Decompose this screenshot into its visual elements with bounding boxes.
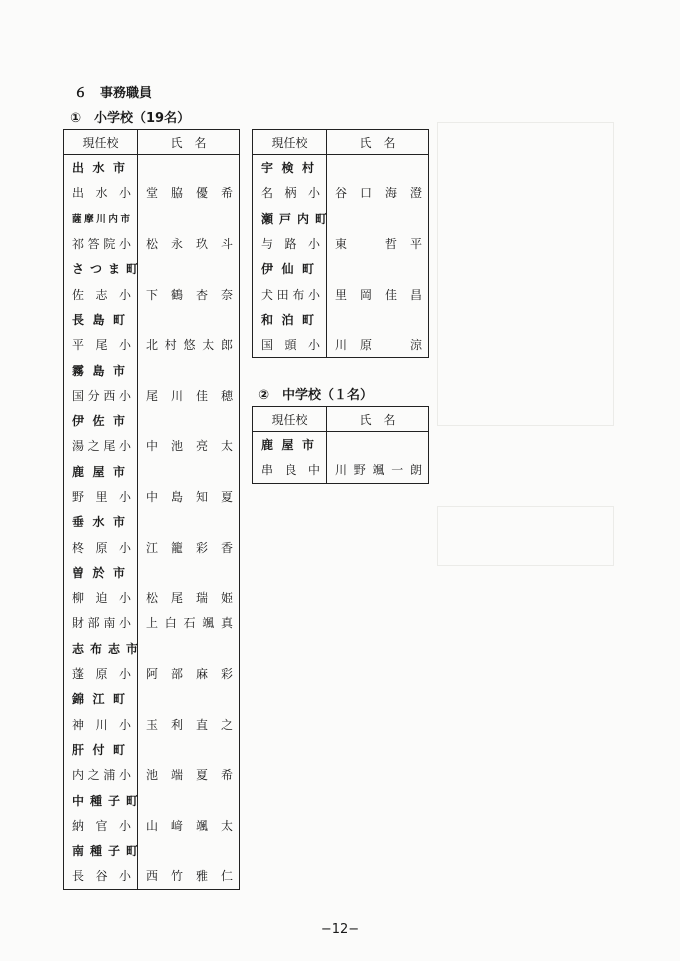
municipality-label: 霧島市 [64, 357, 138, 382]
empty-cell [138, 206, 240, 231]
empty-cell [138, 509, 240, 534]
municipality-row [253, 155, 429, 181]
table-row [64, 231, 240, 256]
column-header-name: 氏 名 [327, 407, 429, 432]
table-row [64, 863, 240, 889]
empty-cell [138, 636, 240, 661]
table-row [64, 383, 240, 408]
municipality-label: 南種子町 [64, 838, 138, 863]
name-cell: 松永玖斗 [146, 237, 233, 252]
municipality-row [253, 256, 429, 281]
name-cell: 尾川佳穂 [146, 388, 233, 403]
column-header-school: 現任校 [253, 130, 327, 155]
empty-cell [327, 155, 429, 181]
name-cell: 谷口海澄 [335, 186, 422, 201]
school-cell: 柳迫小 [64, 585, 138, 610]
table-row [64, 180, 240, 205]
municipality-row [64, 357, 240, 382]
municipality-row [253, 206, 429, 231]
municipality-label: 伊佐市 [64, 408, 138, 433]
table-row [64, 661, 240, 686]
empty-cell [327, 307, 429, 332]
empty-cell [138, 256, 240, 281]
municipality-row [64, 206, 240, 231]
school-cell: 出水小 [64, 180, 138, 205]
school-cell: 与路小 [253, 231, 327, 256]
elementary-heading: ① 小学校（19名） [70, 111, 191, 126]
municipality-label: 出水市 [64, 155, 138, 181]
empty-cell [138, 686, 240, 711]
municipality-row [64, 307, 240, 332]
name-cell: 下鶴杏奈 [146, 287, 233, 302]
municipality-row [64, 636, 240, 661]
municipality-row [64, 787, 240, 812]
table-row [64, 484, 240, 509]
municipality-label: 曽於市 [64, 560, 138, 585]
school-cell: 柊原小 [64, 534, 138, 559]
school-cell: 納官小 [64, 813, 138, 838]
municipality-row [64, 686, 240, 711]
school-cell: 串良中 [253, 457, 327, 483]
name-cell: 玉利直之 [146, 717, 233, 732]
table-row [253, 281, 429, 306]
school-cell: 祁答院小 [64, 231, 138, 256]
table-header-row [253, 407, 429, 432]
municipality-label: 瀬戸内町 [253, 206, 327, 231]
municipality-label: 長島町 [64, 307, 138, 332]
table-row [64, 281, 240, 306]
name-cell: 川原 涼 [335, 338, 422, 353]
municipality-label: 鹿屋市 [253, 432, 327, 458]
table-row [64, 433, 240, 458]
municipality-row [64, 459, 240, 484]
name-cell: 松尾瑞姫 [146, 591, 233, 606]
municipality-row [64, 256, 240, 281]
empty-cell [138, 737, 240, 762]
municipality-label: 伊仙町 [253, 256, 327, 281]
municipality-row [64, 560, 240, 585]
table-row [253, 457, 429, 483]
empty-cell [138, 787, 240, 812]
school-cell: 蓬原小 [64, 661, 138, 686]
school-cell: 名柄小 [253, 180, 327, 205]
table-row [64, 332, 240, 357]
junior-high-roster [252, 406, 429, 484]
name-cell: 東 哲平 [335, 237, 422, 252]
municipality-row [64, 408, 240, 433]
name-cell: 中島知夏 [146, 490, 233, 504]
table-header-row [64, 130, 240, 155]
municipality-label: 薩摩川内市 [64, 206, 138, 231]
empty-cell [327, 206, 429, 231]
empty-cell [327, 432, 429, 458]
school-cell: 神川小 [64, 712, 138, 737]
school-cell: 平尾小 [64, 332, 138, 357]
school-cell: 野里小 [64, 484, 138, 509]
municipality-row [253, 307, 429, 332]
faint-backpage-table [437, 122, 614, 426]
school-cell: 国分西小 [64, 383, 138, 408]
table-row [64, 712, 240, 737]
column-header-school: 現任校 [253, 407, 327, 432]
table-row [64, 610, 240, 635]
name-cell: 北村悠太郎 [146, 338, 233, 353]
name-cell: 阿部麻彩 [146, 667, 233, 682]
table-row [64, 813, 240, 838]
table-row [64, 762, 240, 787]
table-header-row [253, 130, 429, 155]
municipality-label: 宇検村 [253, 155, 327, 181]
name-cell: 西竹雅仁 [146, 869, 233, 884]
municipality-label: 中種子町 [64, 787, 138, 812]
empty-cell [138, 155, 240, 181]
column-header-name: 氏 名 [327, 130, 429, 155]
school-cell: 国頭小 [253, 332, 327, 358]
elementary-roster-left [63, 129, 240, 890]
school-cell: 佐志小 [64, 281, 138, 306]
name-cell: 江籠彩香 [146, 540, 233, 555]
name-cell: 堂脇優希 [146, 186, 233, 201]
table-row [253, 332, 429, 358]
school-cell: 内之浦小 [64, 762, 138, 787]
municipality-row [64, 838, 240, 863]
empty-cell [327, 256, 429, 281]
table-row [64, 585, 240, 610]
school-cell: 犬田布小 [253, 281, 327, 306]
school-cell: 長谷小 [64, 863, 138, 889]
name-cell: 山﨑颯太 [146, 818, 233, 833]
table-row [253, 231, 429, 256]
table-row [64, 534, 240, 559]
empty-cell [138, 357, 240, 382]
page-number: −12− [320, 922, 360, 937]
municipality-row [64, 155, 240, 181]
municipality-label: 肝付町 [64, 737, 138, 762]
municipality-label: 和泊町 [253, 307, 327, 332]
name-cell: 池端夏希 [146, 768, 233, 783]
municipality-row [64, 509, 240, 534]
table-row [253, 180, 429, 205]
name-cell: 里岡佳昌 [335, 287, 422, 302]
empty-cell [138, 459, 240, 484]
faint-backpage-table-small [437, 506, 614, 566]
municipality-label: さつま町 [64, 256, 138, 281]
municipality-row [64, 737, 240, 762]
school-cell: 湯之尾小 [64, 433, 138, 458]
empty-cell [138, 408, 240, 433]
municipality-label: 鹿屋市 [64, 459, 138, 484]
empty-cell [138, 560, 240, 585]
name-cell: 川野颯一朗 [335, 463, 422, 478]
name-cell: 中池亮太 [146, 439, 233, 454]
municipality-label: 志布志市 [64, 636, 138, 661]
empty-cell [138, 307, 240, 332]
column-header-name: 氏 名 [138, 130, 240, 155]
municipality-label: 垂水市 [64, 509, 138, 534]
empty-cell [138, 838, 240, 863]
section-heading: ６ 事務職員 [74, 86, 153, 101]
municipality-label: 錦江町 [64, 686, 138, 711]
municipality-row [253, 432, 429, 458]
column-header-school: 現任校 [64, 130, 138, 155]
elementary-roster-right [252, 129, 429, 358]
name-cell: 上白石颯真 [146, 616, 233, 631]
junior-high-heading: ② 中学校（１名） [258, 388, 374, 403]
school-cell: 財部南小 [64, 610, 138, 635]
